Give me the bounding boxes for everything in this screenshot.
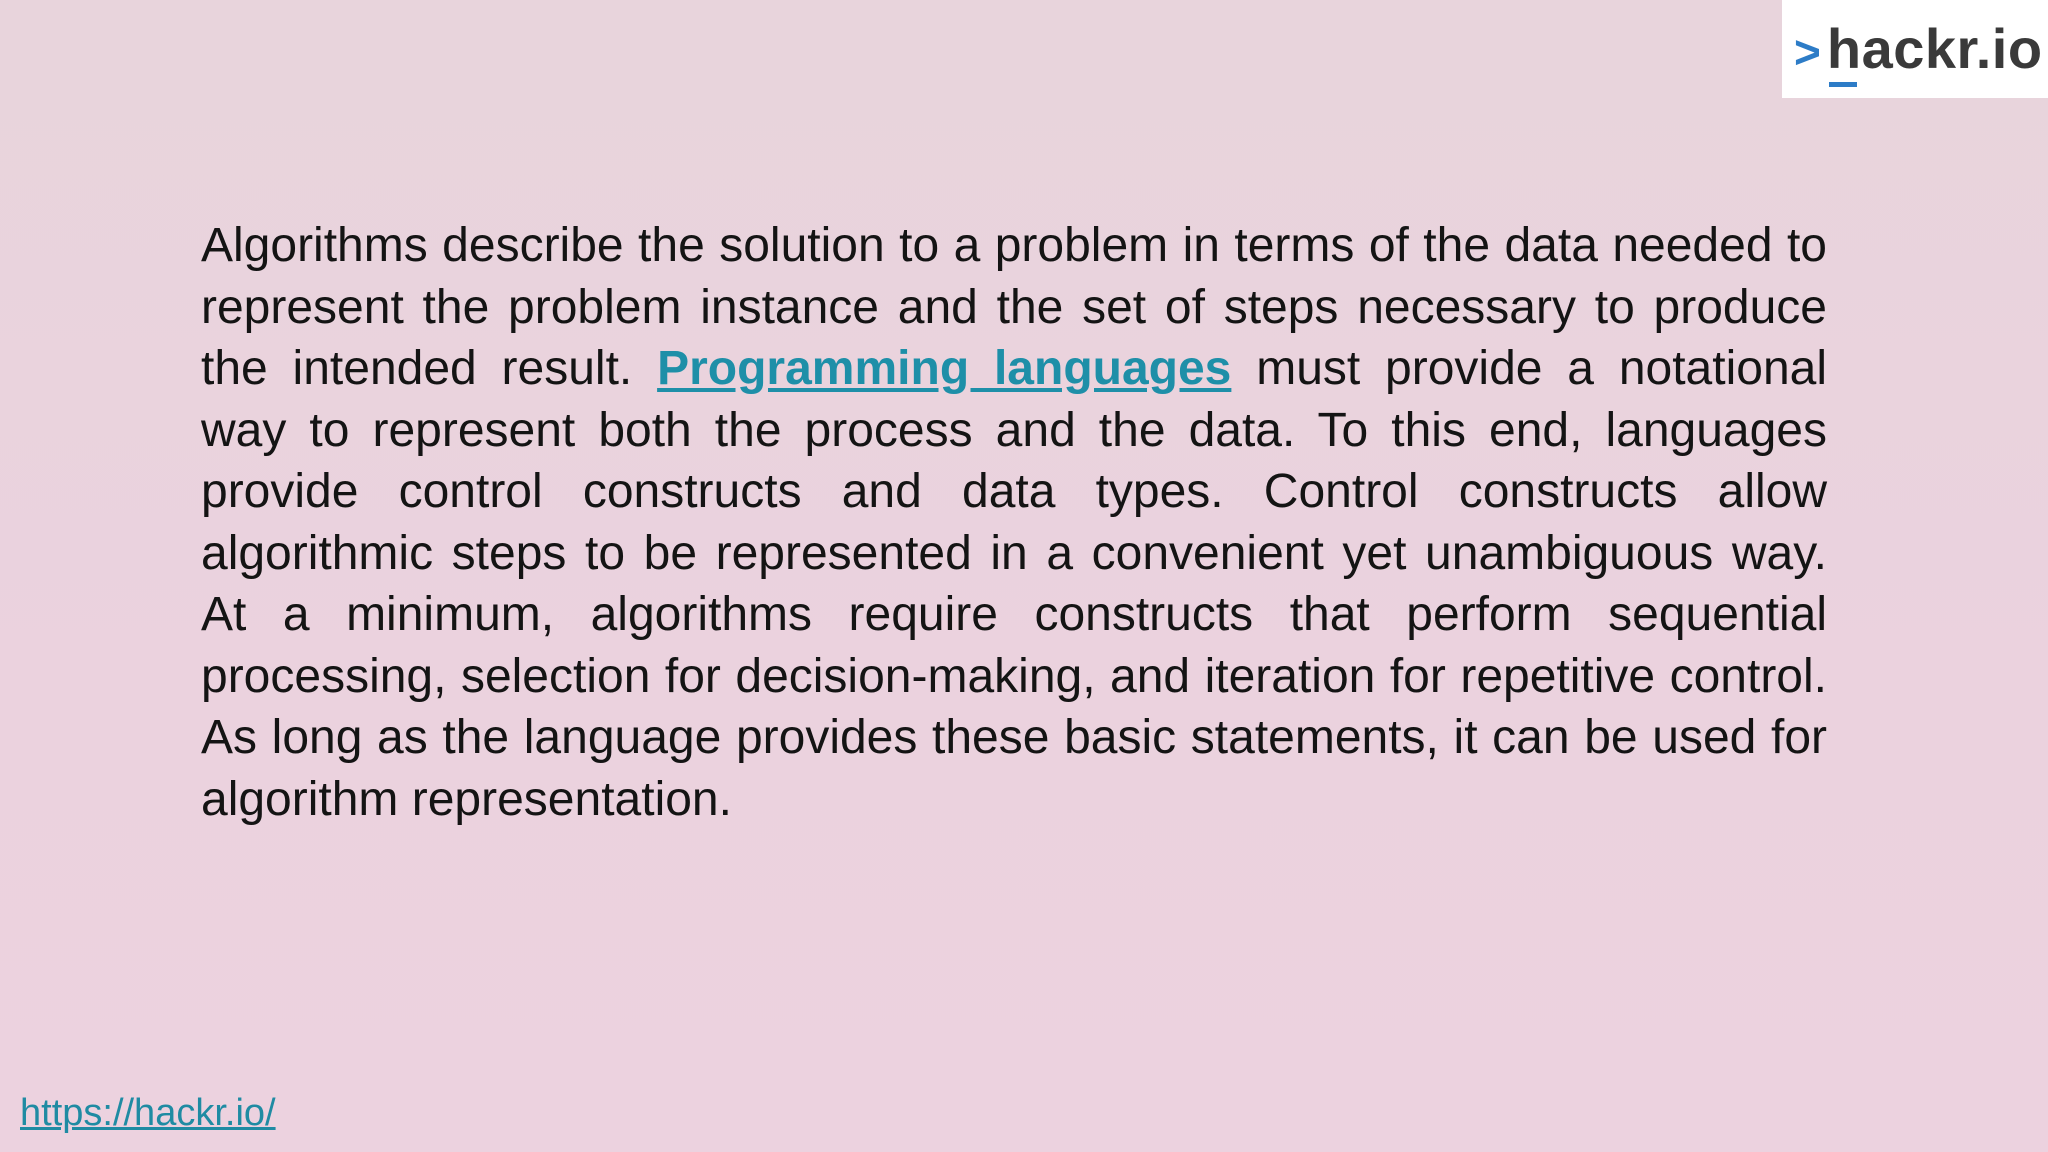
programming-languages-link[interactable]: Programming languages [657,342,1232,395]
logo-underline [1829,82,1857,87]
chevron-icon: > [1794,26,1821,78]
body-text-intro: Algorithms describe the solution to a problem in terms of the data needed to represent the problem instance and the set of steps necessary to produce the intended result. [201,219,1827,395]
logo-container[interactable] [1782,0,2048,98]
logo-wordmark [1826,17,2043,80]
footer-url-link[interactable]: https://hackr.io/ [20,1092,276,1134]
logo-text: hackr.io [1826,17,2043,80]
body-text-rest: must provide a notational way to represent both the process and the data. To this end, languages provide control constructs and data types. Control constructs allow algorithmic steps to be represented in a convenient yet unambiguous way. At a minimum, algorithms require constructs that perform sequential processing, selection for decision-making, and iteration for repetitive control. As long as the language provides these basic statements, it can be used for algorithm representation. [201,342,1827,826]
body-paragraph [201,215,1827,830]
